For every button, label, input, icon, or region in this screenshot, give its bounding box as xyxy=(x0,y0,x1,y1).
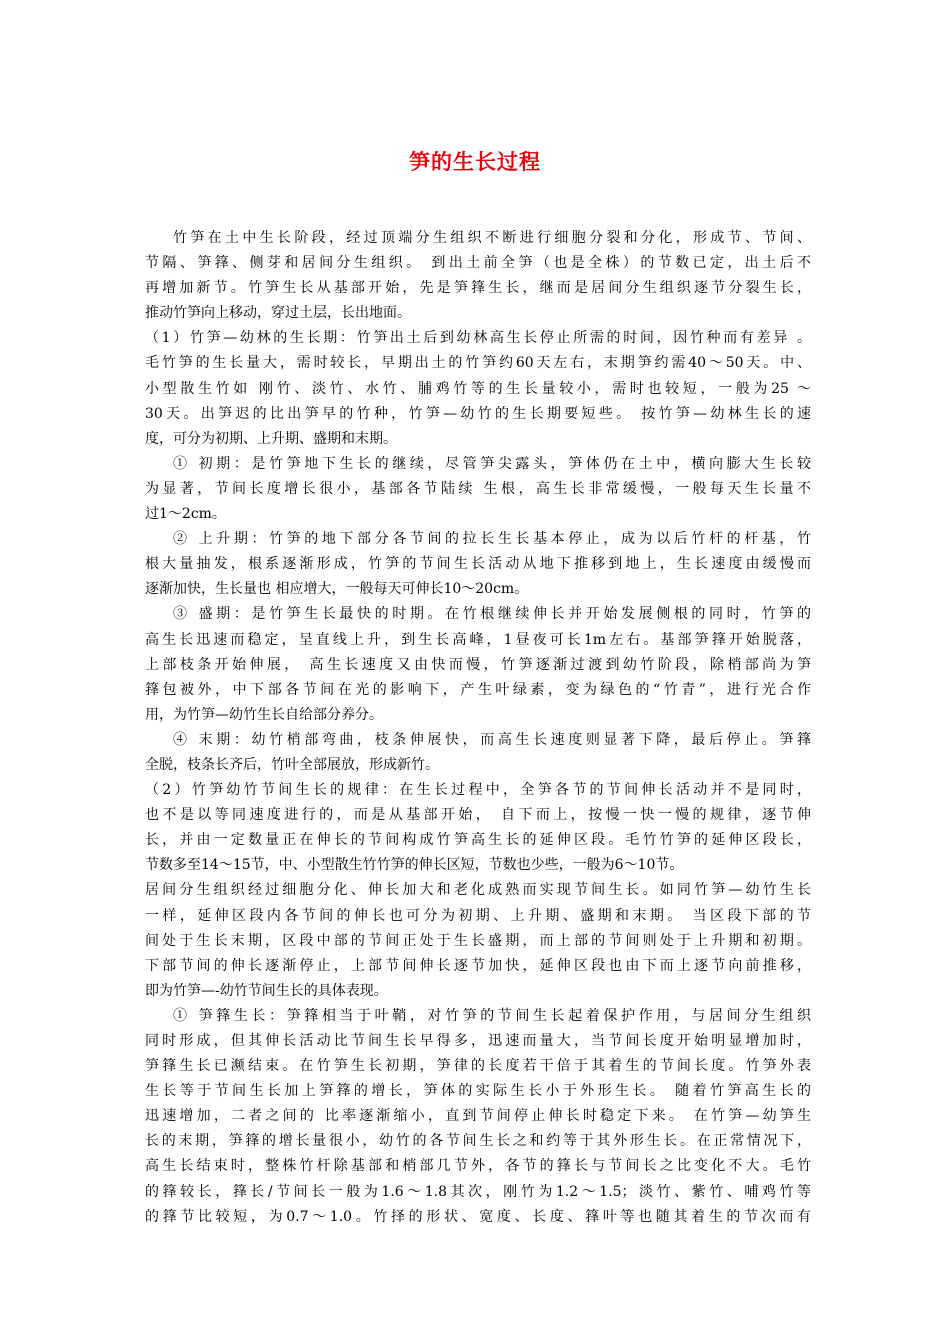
text-line: 长，并由一定数量正在伸长的节间构成竹笋高生长的延伸区段。毛竹竹笋的延伸区段长， xyxy=(145,832,811,849)
text-line: （2）竹笋幼竹节间生长的规律：在生长过程中，全笋各节的节间伸长活动并不是同时， xyxy=(145,782,811,799)
text-line: 笋箨生长已濒结束。在竹笋生长初期，笋律的长度若干倍于其着生的节间长度。竹笋外表 xyxy=(145,1058,811,1075)
text-line: ① 初期：是竹笋地下生长的继续，尽管笋尖露头，笋体仍在土中，横向膨大生长较 xyxy=(173,455,811,472)
text-line: 即为竹笋—-幼竹节间生长的具体表现。 xyxy=(145,982,388,999)
text-line: 节隔、笋箨、侧芽和居间分生组织。 到出土前全笋（也是全株）的节数已定，出土后不 xyxy=(145,255,811,272)
text-line: 高生长迅速而稳定，呈直线上升，到生长高峰，1昼夜可长1m左右。基部笋箨开始脱落， xyxy=(145,631,811,648)
text-line: 长的末期，笋箨的增长量很小，幼竹的各节间生长之和约等于其外形生长。在正常情况下， xyxy=(145,1133,811,1150)
text-line: 上部枝条开始伸展， 高生长速度又由快而慢，竹笋逐渐过渡到幼竹阶段，除梢部尚为笋 xyxy=(145,656,811,673)
document-body xyxy=(145,226,811,1230)
text-line: 节数多至14～15节，中、小型散生竹竹笋的伸长区短，节数也少些，一般为6～10节。 xyxy=(145,857,684,874)
text-line: 毛竹笋的生长量大，需时较长，早期出土的竹笋约60天左右，末期笋约需40～50天。中、 xyxy=(145,355,811,372)
text-line: 推动竹笋向上移动，穿过土层，长出地面。 xyxy=(145,305,411,322)
text-line: 下部节间的伸长逐渐停止，上部节间伸长逐节加快，延伸区段也由下而上逐节向前推移， xyxy=(145,957,811,974)
text-line: 全脱，枝条长齐后，竹叶全部展放，形成新竹。 xyxy=(145,756,439,773)
page-title: 笋的生长过程 xyxy=(409,149,541,174)
text-line: 度，可分为初期、上升期、盛期和末期。 xyxy=(145,430,397,447)
text-line: 同时形成，但其伸长活动比节间生长早得多，迅速而量大，当节间长度开始明显增加时， xyxy=(145,1033,811,1049)
text-line: 根大量抽发，根系逐渐形成，竹笋的节间生长活动从地下推移到地上，生长速度由缓慢而 xyxy=(145,556,811,573)
text-line: 为显著，节间长度增长很小，基部各节陆续 生根，高生长非常缓慢，一般每天生长量不 xyxy=(145,480,811,497)
text-line: 逐渐加快，生长量也 相应增大，一般每天可伸长10～20cm。 xyxy=(145,581,529,598)
text-line: （1）竹笋—幼林的生长期：竹笋出土后到幼林高生长停止所需的时间，因竹种而有差异 。 xyxy=(145,330,811,347)
text-line: 间处于生长末期，区段中部的节间正处于生长盛期，而上部的节间则处于上升期和初期。 xyxy=(145,932,811,949)
text-line: ④ 末期：幼竹梢部弯曲，枝条伸展快，而高生长速度则显著下降，最后停止。笋箨 xyxy=(173,731,811,748)
text-line: 用，为竹笋—幼竹生长自给部分养分。 xyxy=(145,706,383,723)
text-line: 的箨较长，箨长/节间长一般为1.6～1.8其次，刚竹为1.2～1.5；淡竹、紫竹、哺鸡竹等 xyxy=(145,1183,811,1200)
text-line: 高生长结束时，整株竹杆除基部和梢部几节外，各节的箨长与节间长之比变化不大。毛竹 xyxy=(145,1158,811,1175)
text-line: 迅速增加，二者之间的 比率逐渐缩小，直到节间停止伸长时稳定下来。 在竹笋—幼笋生 xyxy=(145,1108,811,1125)
text-line: 居间分生组织经过细胞分化、伸长加大和老化成熟而实现节间生长。如同竹笋—幼竹生长 xyxy=(145,882,811,899)
text-line: 过1～2cm。 xyxy=(145,506,226,523)
text-line: 生长等于节间生长加上笋箨的增长，笋体的实际生长小于外形生长。 随着竹笋高生长的 xyxy=(145,1083,811,1100)
text-line: ③ 盛期：是竹笋生长最快的时期。在竹根继续伸长并开始发展侧根的同时，竹笋的 xyxy=(173,606,811,623)
text-line: 再增加新节。竹笋生长从基部开始，先是笋箨生长，继而是居间分生组织逐节分裂生长， xyxy=(145,280,811,297)
text-line: 小型散生竹如 刚竹、淡竹、水竹、脯鸡竹等的生长量较小，需时也较短，一般为25 ～ xyxy=(145,380,811,397)
text-line: 30天。出笋迟的比出笋早的竹种，竹笋—幼竹的生长期要短些。 按竹笋—幼林生长的速 xyxy=(145,405,811,422)
text-line: 一样，延伸区段内各节间的伸长也可分为初期、上升期、盛期和末期。 当区段下部的节 xyxy=(145,907,811,924)
text-line: ① 笋箨生长：笋箨相当于叶鞘，对竹笋的节间生长起着保护作用，与居间分生组织 xyxy=(173,1007,811,1024)
text-line: 的箨节比较短，为0.7～1.0。竹择的形状、宽度、长度、箨叶等也随其着生的节次而有 xyxy=(145,1208,811,1225)
text-line: 也不是以等同速度进行的，而是从基部开始， 自下而上，按慢一快一慢的规律，逐节伸 xyxy=(145,807,811,824)
text-line: 箨包被外，中下部各节间在光的影响下，产生叶绿素，变为绿色的“竹青”，进行光合作 xyxy=(145,681,811,698)
text-line: 竹笋在土中生长阶段，经过顶端分生组织不断进行细胞分裂和分化，形成节、节间、 xyxy=(173,230,811,246)
text-line: ② 上升期：竹笋的地下部分各节间的拉长生长基本停止，成为以后竹杆的杆基，竹 xyxy=(173,531,811,548)
